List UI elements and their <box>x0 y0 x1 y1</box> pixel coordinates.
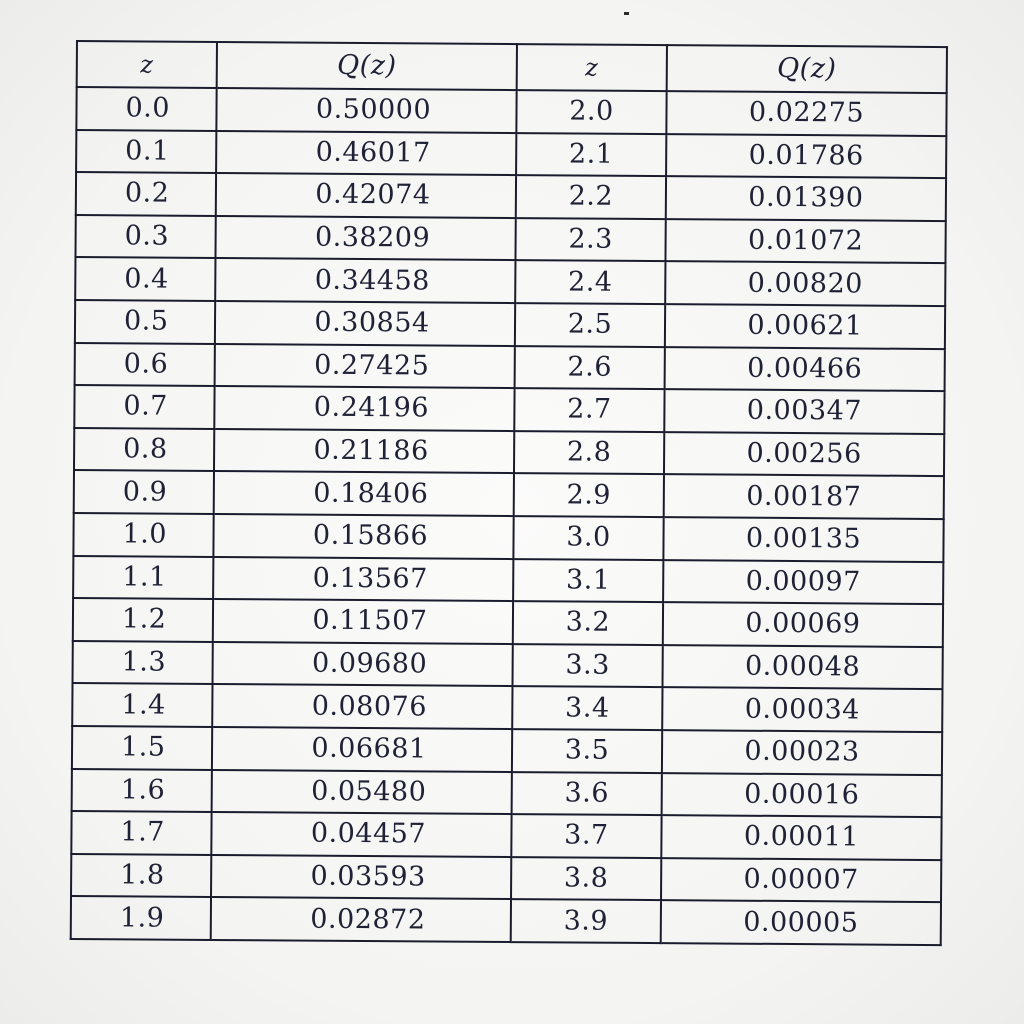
cell-q-left: 0.46017 <box>216 131 516 176</box>
cell-z-right: 2.8 <box>514 431 664 475</box>
cell-q-right: 0.00466 <box>665 347 945 392</box>
cell-z-right: 3.2 <box>513 601 663 645</box>
cell-z-left: 1.5 <box>72 726 212 770</box>
cell-z-right: 3.9 <box>511 899 661 943</box>
cell-q-right: 0.00097 <box>663 560 943 605</box>
cell-z-left: 0.9 <box>74 470 214 514</box>
cell-q-right: 0.00135 <box>663 517 943 562</box>
cell-q-right: 0.00023 <box>662 730 942 775</box>
cell-z-right: 3.3 <box>512 644 662 688</box>
cell-z-right: 3.6 <box>512 772 662 816</box>
table-row <box>74 470 944 519</box>
cell-q-right: 0.00011 <box>661 815 941 860</box>
cell-z-left: 1.2 <box>73 598 213 642</box>
cell-z-left: 0.5 <box>75 300 215 344</box>
cell-z-right: 2.1 <box>516 133 666 177</box>
cell-z-right: 3.7 <box>511 814 661 858</box>
cell-z-right: 2.2 <box>516 175 666 219</box>
table-row <box>73 598 943 647</box>
cell-q-left: 0.21186 <box>214 429 514 474</box>
table-row <box>74 428 944 477</box>
cell-q-left: 0.11507 <box>213 599 513 644</box>
table-row <box>71 811 941 860</box>
table-row <box>75 343 945 392</box>
cell-q-right: 0.00005 <box>661 900 941 945</box>
cell-z-right: 2.0 <box>516 90 666 134</box>
cell-z-left: 0.4 <box>75 257 215 301</box>
cell-z-left: 0.0 <box>76 87 216 131</box>
header-q-right: Q(z) <box>667 45 947 93</box>
cell-q-right: 0.00621 <box>665 304 945 349</box>
table-row <box>73 556 943 605</box>
cell-q-left: 0.06681 <box>212 727 512 772</box>
cell-q-left: 0.24196 <box>214 386 514 431</box>
cell-z-right: 3.1 <box>513 559 663 603</box>
q-function-table-container <box>70 40 946 946</box>
cell-z-right: 3.0 <box>513 516 663 560</box>
cell-z-left: 0.6 <box>75 343 215 387</box>
cell-z-left: 0.3 <box>75 215 215 259</box>
table-header-row <box>77 41 947 93</box>
cell-q-left: 0.18406 <box>214 471 514 516</box>
cell-q-right: 0.00007 <box>661 858 941 903</box>
cell-z-left: 1.3 <box>73 641 213 685</box>
table-row <box>73 641 943 690</box>
cell-q-left: 0.30854 <box>215 301 515 346</box>
table-row <box>75 300 945 349</box>
cell-z-right: 3.4 <box>512 686 662 730</box>
table-row <box>72 726 942 775</box>
cell-q-right: 0.02275 <box>666 91 946 136</box>
table-row <box>76 172 946 221</box>
cell-q-left: 0.27425 <box>215 344 515 389</box>
cell-q-left: 0.08076 <box>212 684 512 729</box>
table-row <box>72 768 942 817</box>
q-function-table <box>70 40 948 946</box>
cell-q-left: 0.03593 <box>211 855 511 900</box>
cell-z-left: 0.7 <box>74 385 214 429</box>
table-row <box>72 683 942 732</box>
cell-q-left: 0.15866 <box>213 514 513 559</box>
cell-z-left: 1.0 <box>73 513 213 557</box>
table-row <box>71 854 941 903</box>
table-row <box>75 257 945 306</box>
cell-q-left: 0.04457 <box>211 812 511 857</box>
cell-q-left: 0.42074 <box>216 173 516 218</box>
cell-q-right: 0.00820 <box>665 261 945 306</box>
table-row <box>73 513 943 562</box>
table-row <box>71 896 941 945</box>
cell-z-right: 2.7 <box>514 388 664 432</box>
table-row <box>74 385 944 434</box>
cell-q-right: 0.00347 <box>664 389 944 434</box>
header-z-left: z <box>77 41 217 88</box>
cell-q-left: 0.05480 <box>212 769 512 814</box>
cell-z-left: 1.7 <box>71 811 211 855</box>
cell-z-left: 0.8 <box>74 428 214 472</box>
cell-q-right: 0.00069 <box>663 602 943 647</box>
cell-q-left: 0.50000 <box>216 88 516 133</box>
cell-z-left: 0.2 <box>76 172 216 216</box>
cell-z-left: 1.6 <box>72 768 212 812</box>
cell-z-right: 3.5 <box>512 729 662 773</box>
cell-z-left: 1.9 <box>71 896 211 940</box>
cell-z-left: 1.1 <box>73 556 213 600</box>
cell-q-right: 0.01072 <box>665 219 945 264</box>
cell-z-right: 2.6 <box>515 346 665 390</box>
table-row <box>76 87 946 136</box>
cell-q-right: 0.00256 <box>664 432 944 477</box>
header-z-right: z <box>517 44 667 91</box>
table-row <box>76 130 946 179</box>
table-body <box>71 87 947 945</box>
cell-q-right: 0.01786 <box>666 134 946 179</box>
ink-speck <box>624 12 629 15</box>
cell-q-right: 0.01390 <box>666 176 946 221</box>
cell-q-left: 0.38209 <box>215 216 515 261</box>
cell-q-left: 0.13567 <box>213 557 513 602</box>
cell-q-left: 0.09680 <box>213 642 513 687</box>
cell-z-right: 2.4 <box>515 260 665 304</box>
cell-z-right: 2.9 <box>514 473 664 517</box>
cell-z-right: 2.3 <box>515 218 665 262</box>
header-q-left: Q(z) <box>217 42 517 90</box>
cell-z-left: 1.8 <box>71 854 211 898</box>
cell-q-right: 0.00016 <box>662 773 942 818</box>
cell-q-right: 0.00187 <box>664 474 944 519</box>
cell-q-right: 0.00048 <box>662 645 942 690</box>
cell-z-right: 2.5 <box>515 303 665 347</box>
cell-z-right: 3.8 <box>511 857 661 901</box>
cell-q-left: 0.02872 <box>211 897 511 942</box>
cell-q-left: 0.34458 <box>215 258 515 303</box>
cell-z-left: 0.1 <box>76 130 216 174</box>
table-row <box>75 215 945 264</box>
cell-q-right: 0.00034 <box>662 687 942 732</box>
cell-z-left: 1.4 <box>72 683 212 727</box>
